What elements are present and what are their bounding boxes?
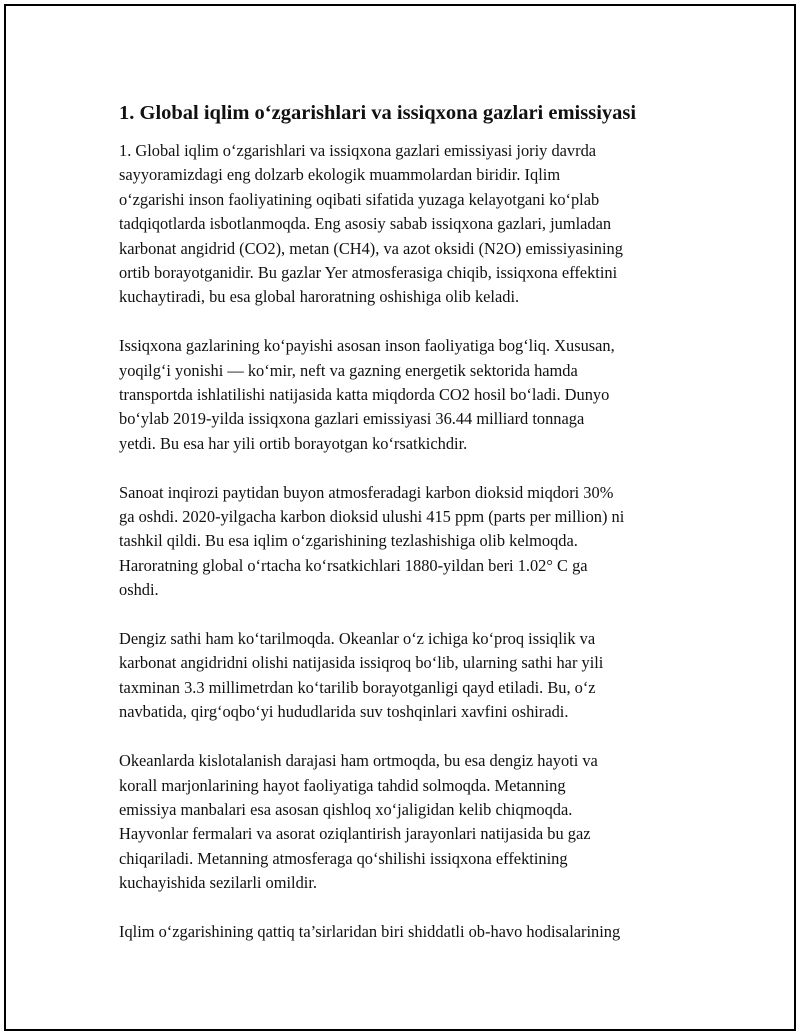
paragraph-line: sayyoramizdagi eng dolzarb ekologik muammolardan biridir. Iqlim (119, 165, 561, 185)
paragraph-line: karbonat angidridni olishi natijasida issiqroq bo‘lib, ularning sathi har yili (119, 653, 604, 673)
paragraph-line: o‘zgarishi inson faoliyatining oqibati sifatida yuzaga kelayotgani ko‘plab (119, 189, 600, 209)
paragraph-line: korall marjonlarining hayot faoliyatiga tahdid solmoqda. Metanning (119, 775, 566, 795)
paragraph (119, 627, 699, 725)
document-title: 1. Global iqlim o‘zgarishlari va issiqxona gazlari emissiyasi (119, 102, 637, 124)
paragraph-line: Issiqxona gazlarining ko‘payishi asosan inson faoliyatiga bog‘liq. Xususan, (119, 336, 615, 356)
paragraph-line: Okeanlarda kislotalanish darajasi ham ortmoqda, bu esa dengiz hayoti va (119, 751, 598, 771)
paragraph-line: oshdi. (119, 580, 159, 600)
document-page (4, 4, 796, 1031)
paragraph-line: 1. Global iqlim o‘zgarishlari va issiqxona gazlari emissiyasi joriy davrda (119, 141, 597, 160)
document-body (119, 100, 699, 969)
paragraph-line: yoqilg‘i yonishi — ko‘mir, neft va gazning energetik sektorida hamda (119, 360, 578, 380)
paragraph-line: transportda ishlatilishi natijasida katta miqdorda CO2 hosil bo‘ladi. Dunyo (119, 385, 610, 405)
paragraph-line: tashkil qildi. Bu esa iqlim o‘zgarishining tezlashishiga olib kelmoqda. (119, 531, 578, 551)
paragraph-line: chiqariladi. Metanning atmosferaga qo‘shilishi issiqxona effektining (119, 848, 568, 868)
paragraph-line: kuchayishida sezilarli omildir. (119, 873, 318, 893)
paragraph (119, 334, 699, 456)
paragraph-line: kuchaytiradi, bu esa global haroratning oshishiga olib keladi. (119, 287, 520, 307)
paragraph (119, 481, 699, 603)
paragraph (119, 139, 699, 310)
paragraph-line: ga oshdi. 2020-yilgacha karbon dioksid ulushi 415 ppm (parts per million) ni (119, 507, 625, 527)
paragraph-line: taxminan 3.3 millimetrdan ko‘tarilib borayotganligi qayd etiladi. Bu, o‘z (119, 677, 596, 697)
paragraph-line: navbatida, qirg‘oqbo‘yi hududlarida suv toshqinlari xavfini oshiradi. (119, 702, 569, 722)
paragraph-line: tadqiqotlarda isbotlanmoqda. Eng asosiy sabab issiqxona gazlari, jumladan (119, 214, 612, 234)
paragraph-line: Dengiz sathi ham ko‘tarilmoqda. Okeanlar o‘z ichiga ko‘proq issiqlik va (119, 629, 596, 649)
paragraph (119, 920, 699, 944)
paragraph-line: Iqlim o‘zgarishining qattiq ta’sirlaridan biri shiddatli ob-havo hodisalarining (119, 921, 621, 941)
paragraph-line: ortib borayotganidir. Bu gazlar Yer atmosferasiga chiqib, issiqxona effektini (119, 263, 618, 283)
paragraph (119, 749, 699, 895)
paragraph-line: yetdi. Bu esa har yili ortib borayotgan ko‘rsatkichdir. (119, 433, 468, 453)
paragraph-line: Haroratning global o‘rtacha ko‘rsatkichlari 1880-yildan beri 1.02° C ga (119, 555, 588, 575)
paragraph-line: Sanoat inqirozi paytidan buyon atmosferadagi karbon dioksid miqdori 30% (119, 482, 614, 502)
paragraph-line: Hayvonlar fermalari va asorat oziqlantirish jarayonlari natijasida bu gaz (119, 824, 591, 844)
paragraph-line: emissiya manbalari esa asosan qishloq xo‘jaligidan kelib chiqmoqda. (119, 799, 573, 819)
paragraph-line: bo‘ylab 2019-yilda issiqxona gazlari emissiyasi 36.44 milliard tonnaga (119, 409, 585, 429)
paragraph-list (119, 139, 699, 944)
paragraph-line: karbonat angidrid (CO2), metan (CH4), va azot oksidi (N2O) emissiyasining (119, 238, 623, 258)
